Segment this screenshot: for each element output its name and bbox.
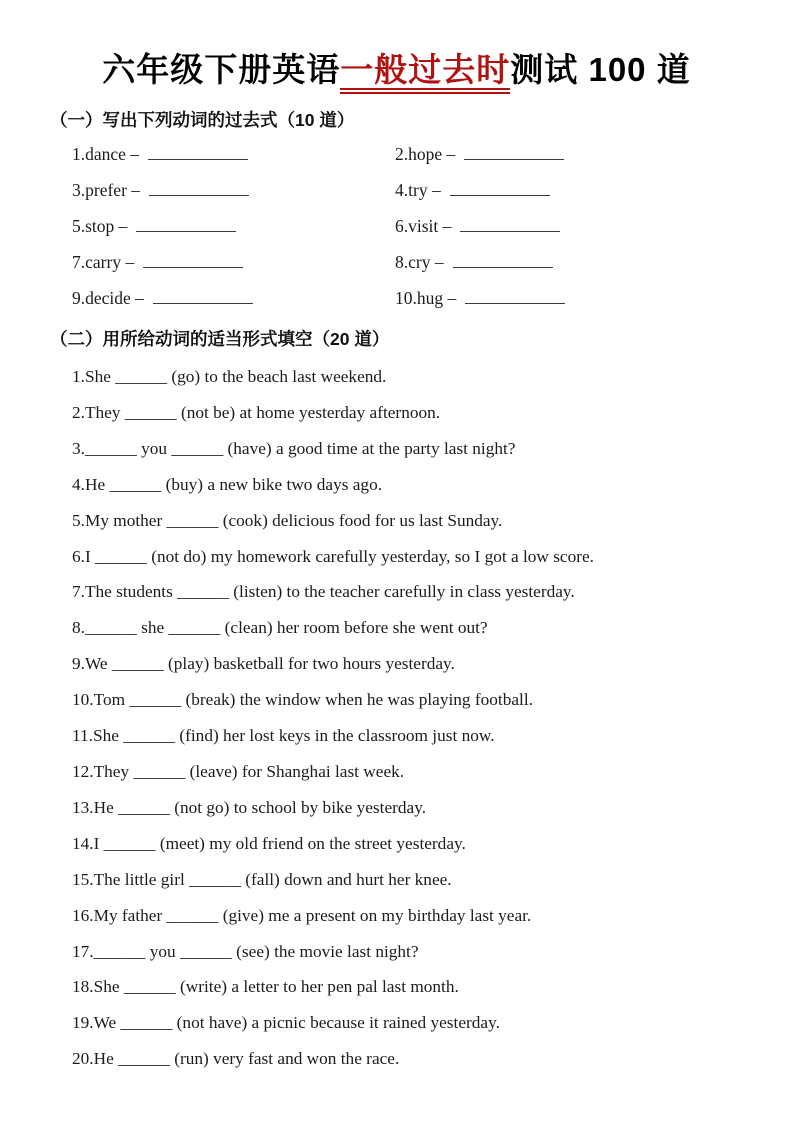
question-line: 11.She ______ (find) her lost keys in the classroom just now. — [72, 726, 495, 746]
question-line: 1.She ______ (go) to the beach last weekend. — [72, 367, 387, 386]
verb-item — [72, 280, 395, 316]
verb-label: 3.prefer – — [72, 180, 141, 200]
verb-label: 2.hope – — [395, 144, 456, 164]
question-line: 17.______ you ______ (see) the movie last night? — [72, 941, 419, 961]
question-line: 14.I ______ (meet) my old friend on the street yesterday. — [72, 833, 466, 853]
title-prefix: 六年级下册英语 — [102, 51, 341, 88]
question-line: 2.They ______ (not be) at home yesterday afternoon. — [72, 402, 441, 422]
verb-item — [72, 172, 395, 208]
question-line: 9.We ______ (play) basketball for two hours yesterday. — [72, 654, 455, 674]
answer-blank — [148, 144, 248, 160]
verb-label: 9.decide – — [72, 288, 144, 308]
verb-item — [395, 244, 743, 280]
question-line: 19.We ______ (not have) a picnic because it rained yesterday. — [72, 1013, 500, 1033]
question-list — [72, 359, 743, 1077]
question-line: 16.My father ______ (give) me a present on my birthday last year. — [72, 905, 532, 925]
title-suffix: 测试 100 道 — [510, 51, 691, 88]
verb-item — [72, 244, 395, 280]
answer-blank — [465, 288, 565, 304]
verb-item — [395, 136, 743, 172]
title-highlight-past-tense: 一般过去时 — [340, 51, 510, 94]
verb-item — [395, 208, 743, 244]
answer-blank — [460, 216, 560, 232]
answer-blank — [149, 180, 249, 196]
verb-label: 8.cry – — [395, 252, 444, 272]
question-line: 3.______ you ______ (have) a good time at the party last night? — [72, 438, 516, 458]
question-line: 18.She ______ (write) a letter to her pen pal last month. — [72, 977, 459, 997]
verb-list — [72, 136, 743, 316]
question-line: 13.He ______ (not go) to school by bike yesterday. — [72, 797, 427, 817]
question-line: 5.My mother ______ (cook) delicious food for us last Sunday. — [72, 510, 503, 530]
page-title — [50, 44, 743, 91]
verb-label: 6.visit – — [395, 216, 452, 236]
verb-label: 10.hug – — [395, 288, 457, 308]
verb-label: 5.stop – — [72, 216, 128, 236]
verb-item — [72, 208, 395, 244]
answer-blank — [143, 252, 243, 268]
question-line: 6.I ______ (not do) my homework carefully yesterday, so I got a low score. — [72, 546, 594, 566]
verb-label: 4.try – — [395, 180, 441, 200]
verb-item — [395, 280, 743, 316]
verb-item — [72, 136, 395, 172]
question-line: 20.He ______ (run) very fast and won the race. — [72, 1049, 400, 1069]
answer-blank — [464, 144, 564, 160]
verb-label: 1.dance – — [72, 144, 140, 164]
section2-heading: （二）用所给动词的适当形式填空（20 道） — [50, 329, 390, 349]
answer-blank — [153, 288, 253, 304]
question-line: 12.They ______ (leave) for Shanghai last week. — [72, 761, 405, 781]
question-line: 15.The little girl ______ (fall) down and hurt her knee. — [72, 869, 452, 889]
question-line: 7.The students ______ (listen) to the teacher carefully in class yesterday. — [72, 582, 575, 602]
question-line: 8.______ she ______ (clean) her room before she went out? — [72, 618, 488, 638]
verb-item — [395, 172, 743, 208]
answer-blank — [450, 180, 550, 196]
section1-heading: （一）写出下列动词的过去式（10 道） — [50, 110, 355, 130]
question-line: 10.Tom ______ (break) the window when he was playing football. — [72, 690, 533, 710]
question-line: 4.He ______ (buy) a new bike two days ago. — [72, 474, 383, 494]
answer-blank — [453, 252, 553, 268]
answer-blank — [136, 216, 236, 232]
verb-label: 7.carry – — [72, 252, 135, 272]
